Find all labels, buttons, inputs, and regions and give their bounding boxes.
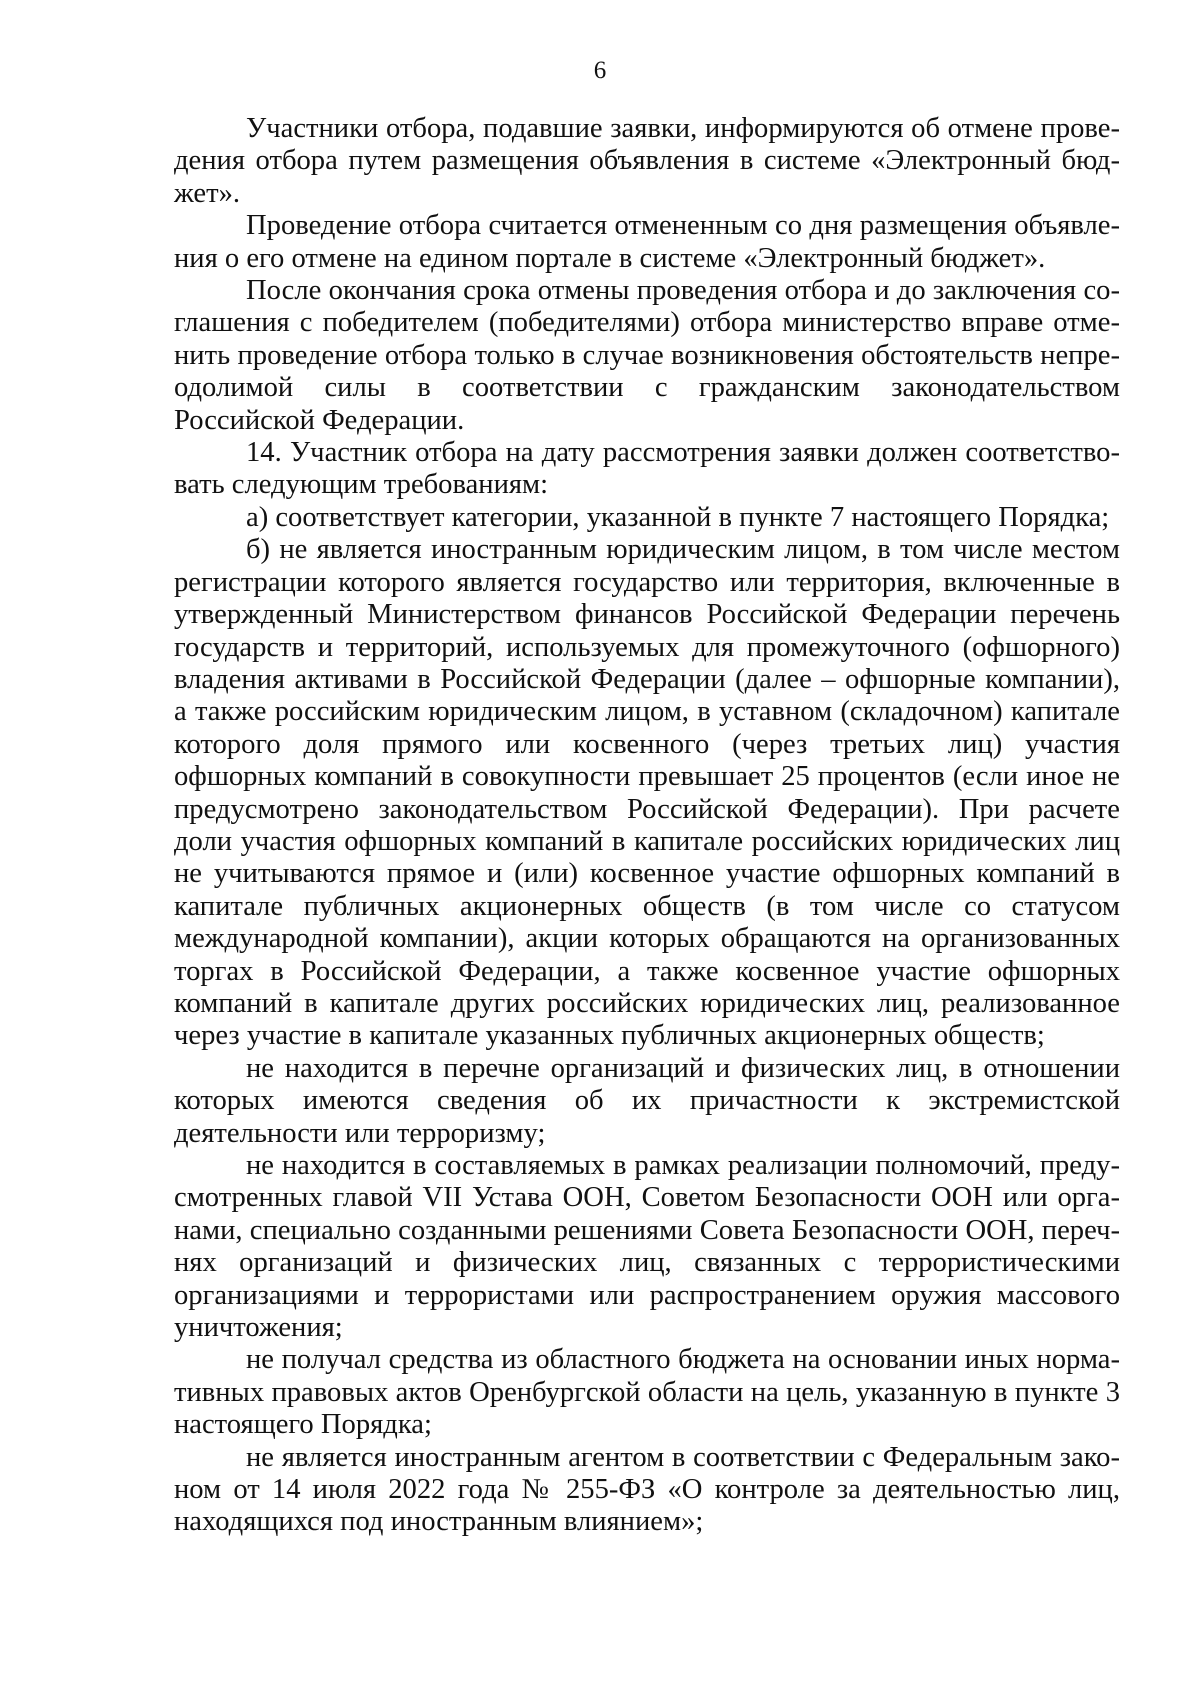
paragraph-cancellation-notice: Участники отбора, подавшие заявки, информируются об отмене проведения отбора путем размещения объявления в системе «Электронный бюджет». xyxy=(174,113,1120,209)
document-body xyxy=(174,113,1120,1539)
page-number: 6 xyxy=(593,57,607,84)
paragraph-cancellation-date: Проведение отбора считается отмененным со дня размещения объявления о его отмене на едином портале в системе «Электронный бюджет». xyxy=(174,210,1120,274)
paragraph-force-majeure: После окончания срока отмены проведения отбора и до заключения соглашения с победителем (победителями) отбора министерство вправе отменить проведение отбора только в случае возникновения обстоятельств непреодолимой силы в соответствии с гражданским законодательством Российской Федерации. xyxy=(174,275,1120,436)
paragraph-un-sanctions-list: не находится в составляемых в рамках реализации полномочий, предусмотренных главой VII Устава ООН, Советом Безопасности ООН или органами, специально созданными решениями Совета Безопасности ООН, перечнях организаций и физических лиц, связанных с террористическими организациями и террористами или распространением оружия массового уничтожения; xyxy=(174,1150,1120,1344)
paragraph-requirement-b: б) не является иностранным юридическим лицом, в том числе местом регистрации которого является государство или территория, включенные в утвержденный Министерством финансов Российской Федерации перечень государств и территорий, используемых для промежуточного (офшорного) владения активами в Российской Федерации (далее – офшорные компании), а также российским юридическим лицом, в уставном (складочном) капитале которого доля прямого или косвенного (через третьих лиц) участия офшорных компаний в совокупности превышает 25 процентов (если иное не предусмотрено законодательством Российской Федерации). При расчете доли участия офшорных компаний в капитале российских юридических лиц не учитываются прямое и (или) косвенное участие офшорных компаний в капитале публичных акционерных обществ (в том числе со статусом международной компании), акции которых обращаются на организованных торгах в Российской Федерации, а также косвенное участие офшорных компаний в капитале других российских юридических лиц, реализованное через участие в капитале указанных публичных акционерных обществ; xyxy=(174,534,1120,1052)
paragraph-item-14: 14. Участник отбора на дату рассмотрения заявки должен соответствовать следующим требованиям: xyxy=(174,437,1120,501)
paragraph-regional-budget: не получал средства из областного бюджета на основании иных нормативных правовых актов Оренбургской области на цель, указанную в пункте 3 настоящего Порядка; xyxy=(174,1344,1120,1441)
paragraph-foreign-agent: не является иностранным агентом в соответствии с Федеральным законом от 14 июля 2022 года № 255-ФЗ «О контроле за деятельностью лиц, находящихся под иностранным влиянием»; xyxy=(174,1441,1120,1538)
paragraph-requirement-a: а) соответствует категории, указанной в пункте 7 настоящего Порядка; xyxy=(246,501,1110,533)
paragraph-extremism-list: не находится в перечне организаций и физических лиц, в отношении которых имеются сведения об их причастности к экстремистской деятельности или терроризму; xyxy=(174,1052,1120,1149)
